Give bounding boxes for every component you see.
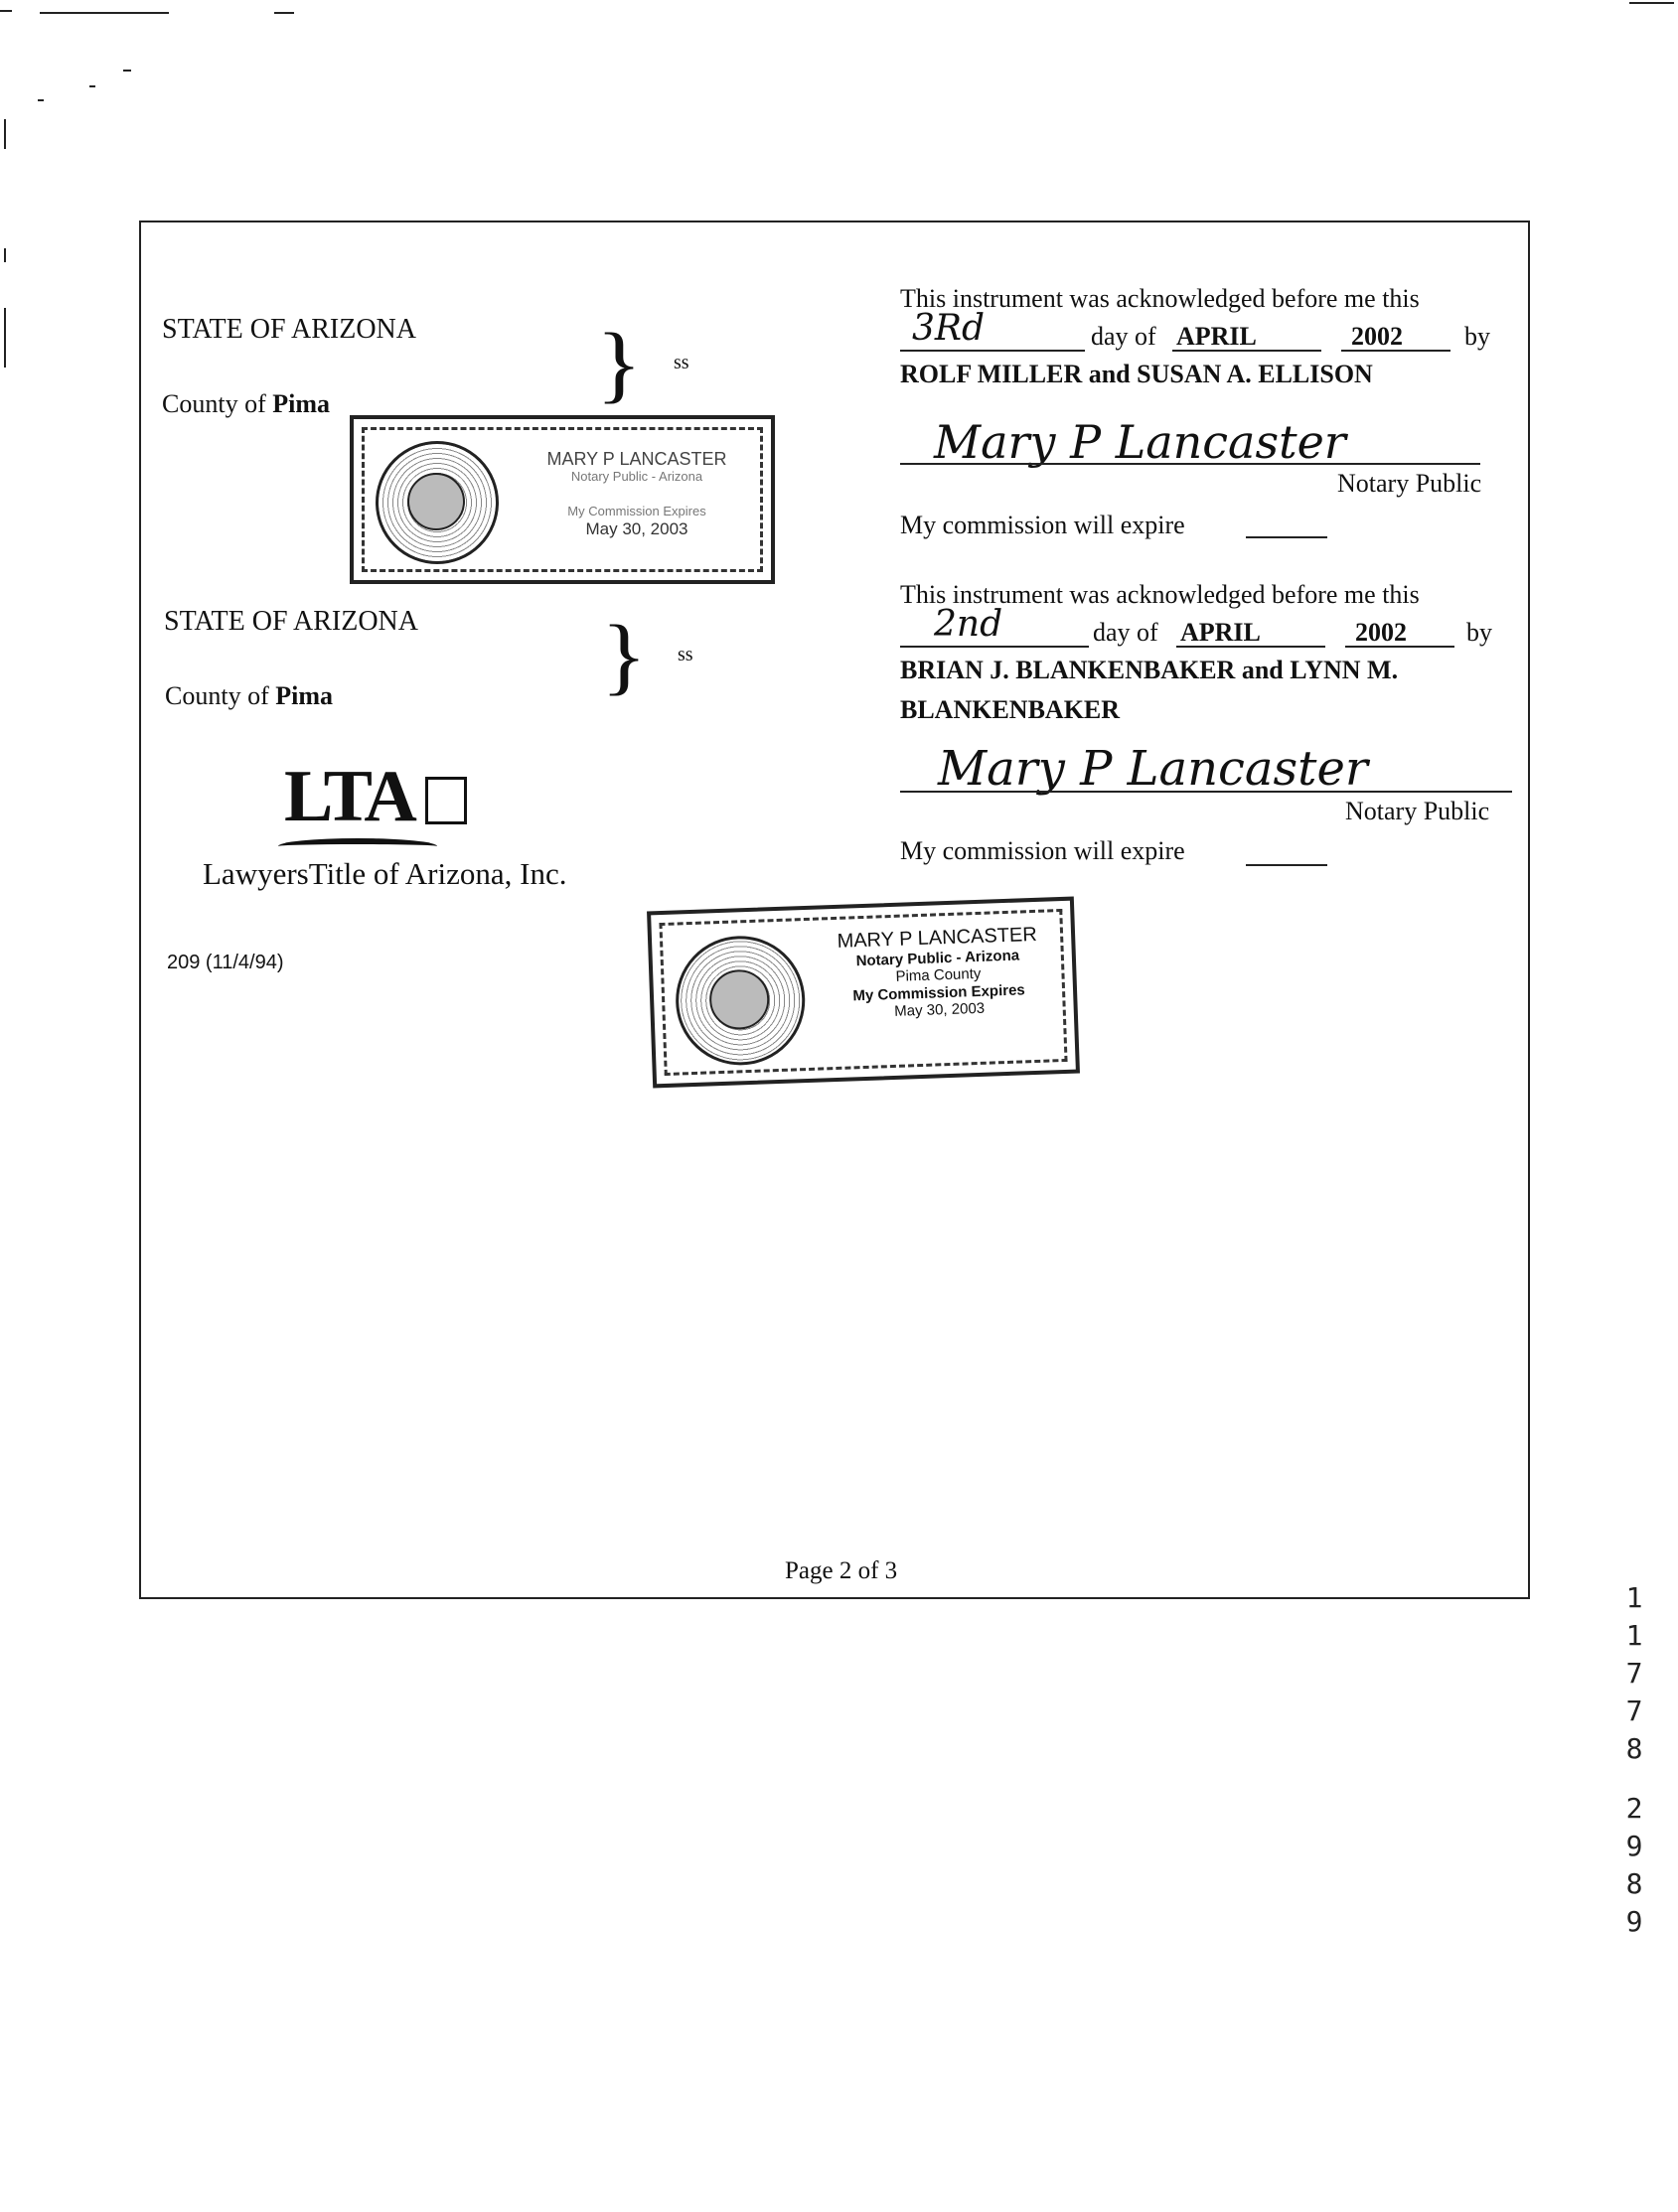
notary-stamp-1 bbox=[350, 415, 775, 584]
side-number bbox=[1619, 1579, 1649, 1941]
ack2-day-line bbox=[900, 646, 1089, 648]
ack2-year: 2002 bbox=[1355, 618, 1407, 647]
ack2-year-line bbox=[1345, 646, 1454, 648]
scan-mark bbox=[274, 12, 294, 14]
logo-swoosh bbox=[278, 838, 437, 854]
ack1-month-line bbox=[1172, 350, 1321, 352]
scan-mark bbox=[123, 70, 131, 72]
ack1-by: by bbox=[1464, 322, 1490, 351]
ack1-signature: Mary P Lancaster bbox=[934, 415, 1346, 469]
form-number: 209 (11/4/94) bbox=[167, 952, 284, 973]
ack1-signature-line bbox=[900, 463, 1480, 465]
ack2-day-handwritten: 2nd bbox=[934, 604, 1003, 645]
ss-label-2: ss bbox=[678, 644, 693, 665]
ack2-names-line1: BRIAN J. BLANKENBAKER and LYNN M. bbox=[900, 656, 1399, 684]
ack1-intro: This instrument was acknowledged before me this bbox=[900, 284, 1420, 313]
ack1-commission-line bbox=[1246, 536, 1327, 538]
ack2-commission-line bbox=[1246, 864, 1327, 866]
county-line-1 bbox=[162, 389, 330, 419]
side-digit: 7 bbox=[1625, 1695, 1643, 1727]
scan-mark bbox=[4, 308, 6, 368]
stamp-expires: My Commission Expires bbox=[852, 980, 1025, 1004]
scan-mark bbox=[0, 10, 12, 12]
ack1-names: ROLF MILLER and SUSAN A. ELLISON bbox=[900, 360, 1373, 388]
stamp-title: Notary Public - Arizona bbox=[570, 468, 703, 484]
scan-mark bbox=[89, 85, 95, 87]
state-heading-2: STATE OF ARIZONA bbox=[164, 606, 418, 637]
side-digit: 1 bbox=[1625, 1581, 1643, 1614]
ack1-day-handwritten: 3Rd bbox=[912, 308, 986, 349]
side-digit: 1 bbox=[1625, 1619, 1643, 1652]
ack1-year-line bbox=[1341, 350, 1450, 352]
ack1-commission: My commission will expire bbox=[900, 511, 1185, 539]
company-logo bbox=[199, 755, 576, 914]
scan-mark bbox=[40, 12, 169, 14]
ack2-commission: My commission will expire bbox=[900, 836, 1185, 865]
state-heading-1: STATE OF ARIZONA bbox=[162, 314, 416, 345]
logo-letters: LTA bbox=[284, 756, 414, 837]
ack2-day-of: day of bbox=[1093, 618, 1158, 647]
ack2-month: APRIL bbox=[1180, 618, 1261, 647]
ack2-names-line2: BLANKENBAKER bbox=[900, 695, 1121, 724]
ack2-signature: Mary P Lancaster bbox=[938, 741, 1368, 797]
ss-label-1: ss bbox=[674, 352, 689, 373]
county-prefix: County of bbox=[162, 389, 273, 418]
stamp-text-block bbox=[813, 923, 1064, 1023]
ack2-notary-label: Notary Public bbox=[1345, 797, 1490, 825]
scan-mark bbox=[4, 248, 6, 262]
page-number: Page 2 of 3 bbox=[785, 1557, 898, 1584]
stamp-date: May 30, 2003 bbox=[585, 518, 688, 538]
side-digit: 9 bbox=[1625, 1905, 1643, 1938]
side-digit: 8 bbox=[1625, 1867, 1643, 1900]
stamp-name: MARY P LANCASTER bbox=[837, 923, 1038, 953]
arizona-state-icon bbox=[425, 777, 467, 824]
county-name: Pima bbox=[275, 681, 333, 710]
brace-2: } bbox=[601, 607, 648, 703]
stamp-name: MARY P LANCASTER bbox=[546, 449, 727, 469]
ack1-day-line bbox=[900, 350, 1085, 352]
side-digit: 7 bbox=[1625, 1657, 1643, 1690]
ack2-by: by bbox=[1466, 618, 1492, 647]
stamp-title: Notary Public - Arizona bbox=[855, 947, 1020, 970]
county-name: Pima bbox=[272, 389, 330, 418]
seal-center bbox=[407, 473, 465, 530]
ack2-month-line bbox=[1176, 646, 1325, 648]
ack2-intro: This instrument was acknowledged before me this bbox=[900, 580, 1420, 609]
ack1-day-of: day of bbox=[1091, 322, 1156, 351]
stamp-expires: My Commission Expires bbox=[567, 503, 706, 518]
side-digit: 8 bbox=[1625, 1732, 1643, 1765]
scan-mark bbox=[4, 119, 6, 149]
notary-stamp-2 bbox=[647, 897, 1080, 1089]
logo-company-name: LawyersTitle of Arizona, Inc. bbox=[203, 856, 567, 891]
side-digit: 2 bbox=[1625, 1792, 1643, 1825]
ack1-notary-label: Notary Public bbox=[1337, 469, 1482, 498]
ack1-month: APRIL bbox=[1176, 322, 1257, 351]
stamp-text-block bbox=[513, 449, 761, 538]
scan-mark bbox=[1629, 2, 1674, 4]
stamp-date: May 30, 2003 bbox=[893, 999, 986, 1020]
side-digit: 9 bbox=[1625, 1830, 1643, 1862]
county-line-2 bbox=[165, 681, 333, 711]
stamp-county: Pima County bbox=[895, 965, 982, 986]
ack1-year: 2002 bbox=[1351, 322, 1403, 351]
ack2-signature-line bbox=[900, 791, 1512, 793]
scan-mark bbox=[38, 99, 44, 101]
county-prefix: County of bbox=[165, 681, 276, 710]
brace-1: } bbox=[596, 315, 643, 411]
